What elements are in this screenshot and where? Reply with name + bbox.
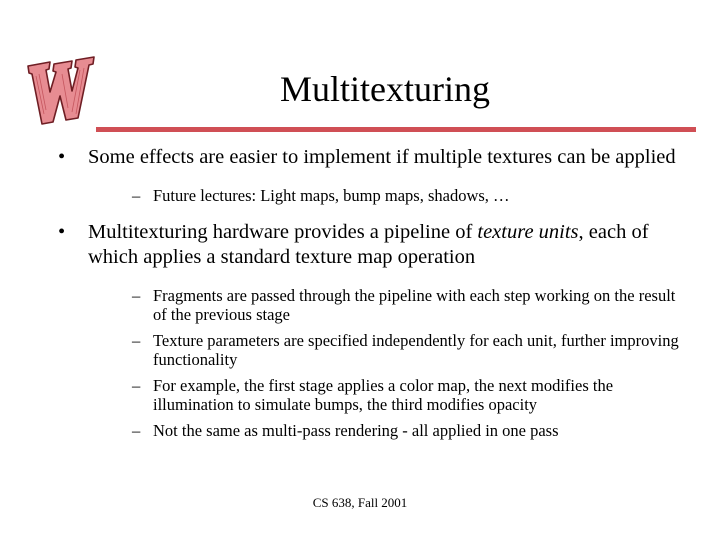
slide-body xyxy=(54,145,684,454)
bullet-icon: • xyxy=(58,146,66,168)
dash-icon: – xyxy=(132,375,141,395)
bullet-text-end: , each of which applies a standard texture map operation xyxy=(88,220,649,268)
sub-bullet-item xyxy=(88,186,684,206)
sub-bullet-list xyxy=(88,286,684,441)
sub-bullet-item xyxy=(88,331,684,370)
dash-icon: – xyxy=(132,420,141,440)
title-underline xyxy=(96,127,696,132)
sub-bullet-item xyxy=(88,421,684,441)
dash-icon: – xyxy=(132,330,141,350)
sub-bullet-text: Not the same as multi-pass rendering - all applied in one pass xyxy=(153,420,559,440)
bullet-item xyxy=(54,145,684,206)
sub-bullet-item xyxy=(88,376,684,415)
slide-footer: CS 638, Fall 2001 xyxy=(312,495,408,510)
bullet-list xyxy=(54,145,684,440)
w-logo-icon xyxy=(22,52,98,128)
sub-bullet-text: For example, the first stage applies a color map, the next modifies the illumination to simulate bumps, the third modifies opacity xyxy=(153,375,614,414)
slide-title: Multitexturing xyxy=(280,69,490,109)
bullet-item xyxy=(54,220,684,441)
sub-bullet-text: Future lectures: Light maps, bump maps, shadows, … xyxy=(153,186,510,205)
sub-bullet-item xyxy=(88,286,684,325)
bullet-text-start: Multitexturing hardware provides a pipeline of xyxy=(88,220,478,243)
bullet-text-emphasis: texture units xyxy=(477,220,579,243)
sub-bullet-list xyxy=(88,186,684,206)
dash-icon: – xyxy=(132,285,141,305)
bullet-icon: • xyxy=(58,220,66,243)
dash-icon: – xyxy=(132,186,141,205)
sub-bullet-text: Fragments are passed through the pipeline with each step working on the result of the previous stage xyxy=(153,285,676,324)
sub-bullet-text: Texture parameters are specified independently for each unit, further improving functionality xyxy=(153,330,679,369)
bullet-text: Some effects are easier to implement if multiple textures can be applied xyxy=(88,146,676,168)
